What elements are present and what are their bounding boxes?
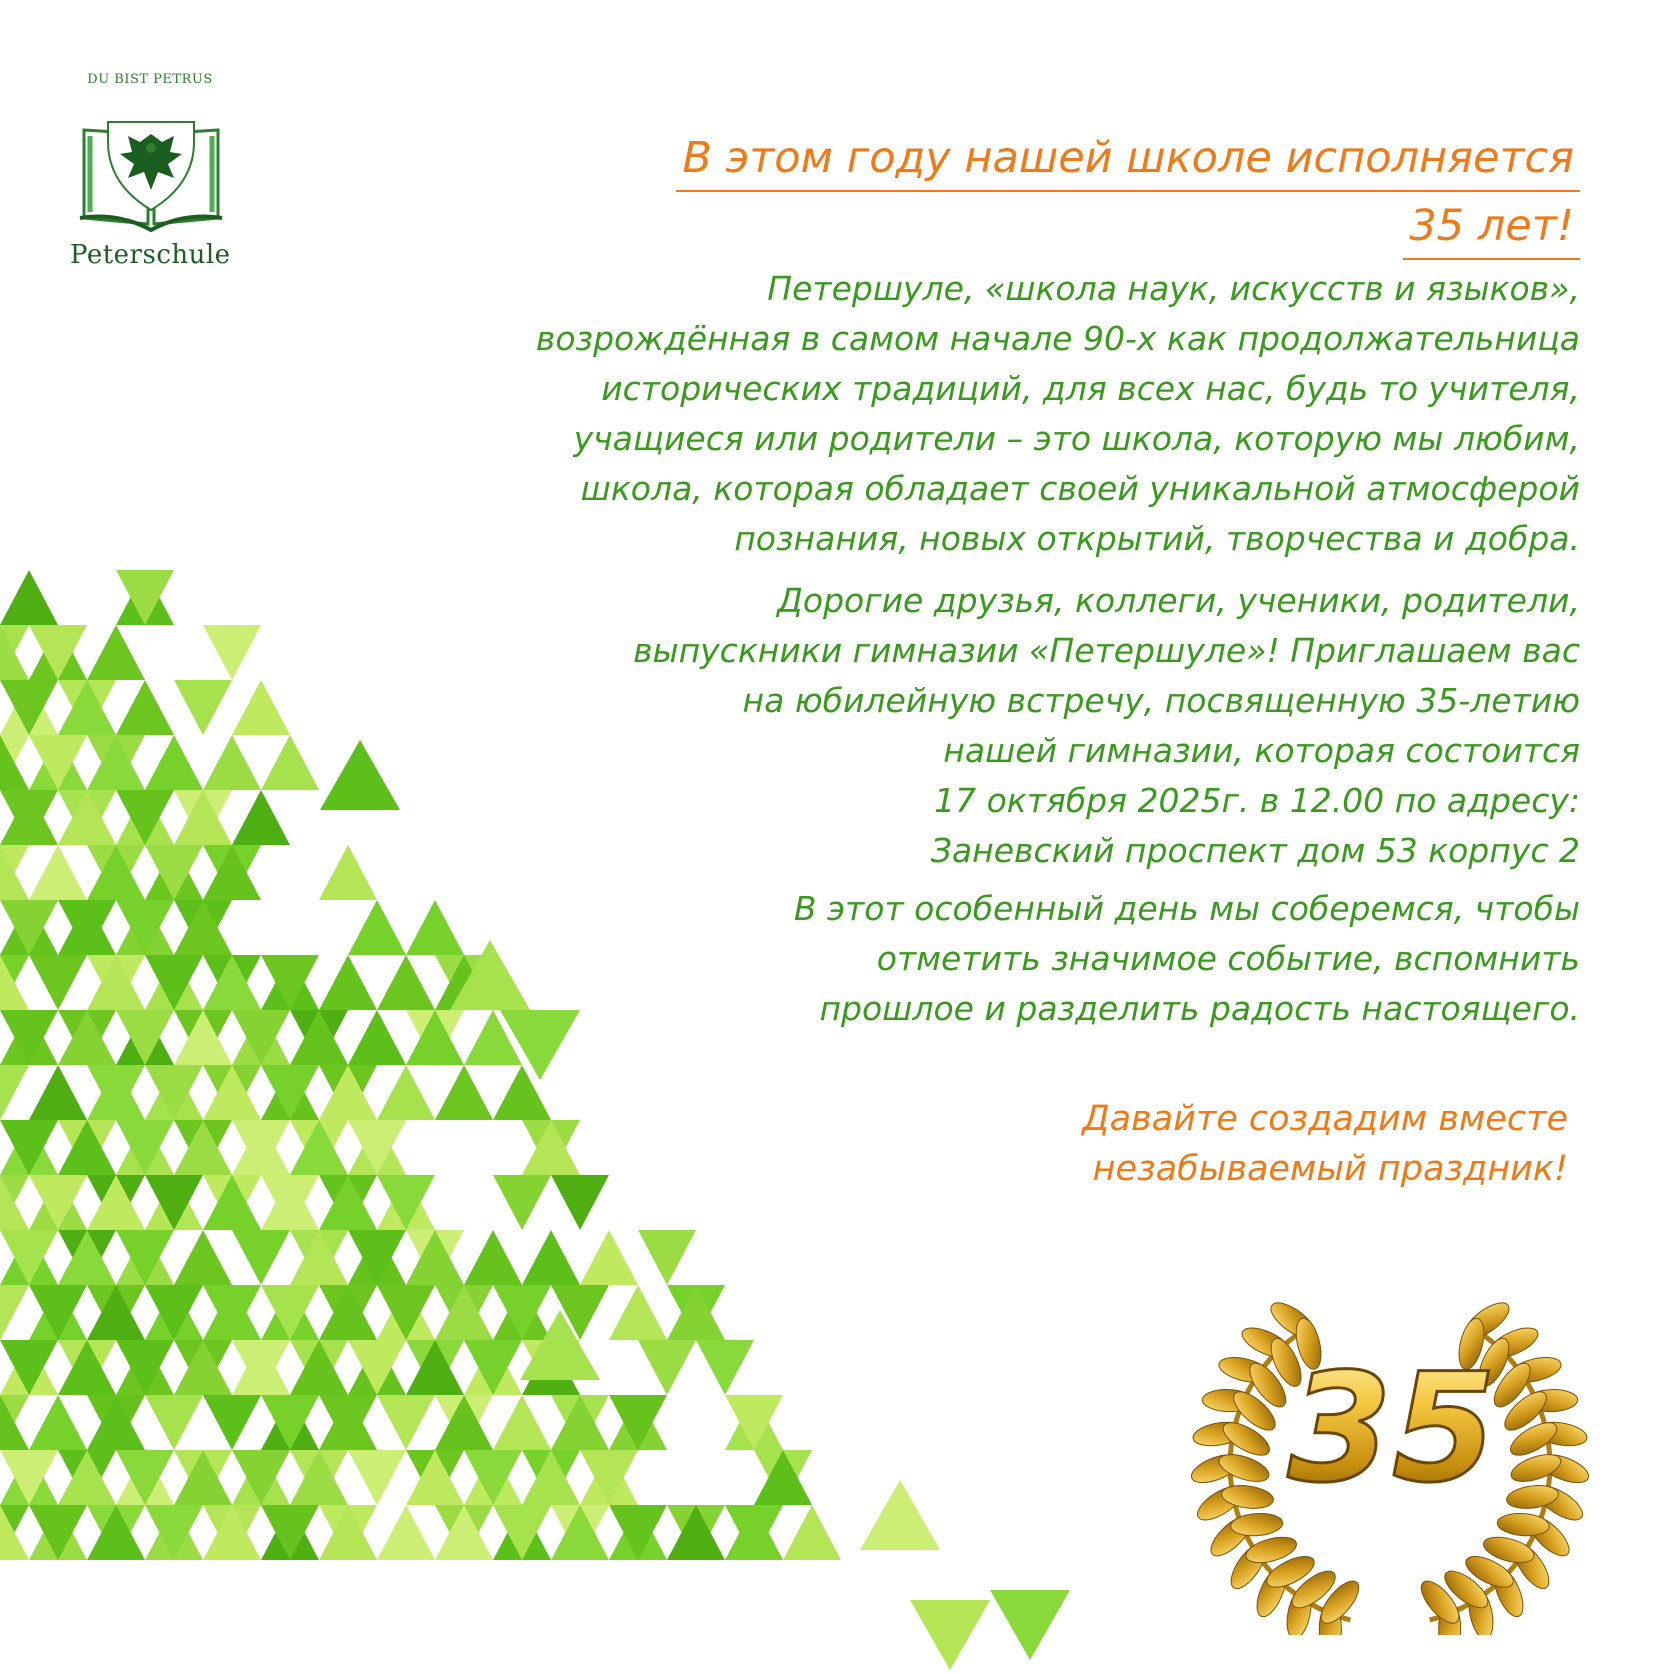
mosaic-triangle	[0, 1285, 29, 1340]
mosaic-triangle	[203, 625, 261, 680]
mosaic-triangle	[435, 1065, 493, 1120]
mosaic-triangle	[696, 1340, 754, 1395]
mosaic-triangle	[348, 1450, 406, 1505]
mosaic-triangle	[464, 1230, 522, 1285]
mosaic-triangle	[232, 1230, 290, 1285]
text-line: познания, новых открытий, творчества и добра.	[734, 519, 1580, 558]
headline	[676, 130, 1580, 260]
mosaic-triangle	[377, 955, 435, 1010]
mosaic-triangle	[232, 680, 290, 735]
text-line: учащиеся или родители – это школа, которую мы любим,	[573, 419, 1580, 458]
event-date-line: 17 октября 2025г. в 12.00 по адресу:	[934, 781, 1580, 820]
mosaic-triangle	[29, 955, 87, 1010]
event-address-line: Заневский проспект дом 53 корпус 2	[930, 831, 1580, 870]
mosaic-triangle	[493, 1395, 551, 1450]
headline-line-1: В этом году нашей школе исполняется	[676, 130, 1580, 192]
mosaic-triangle	[551, 1175, 609, 1230]
mosaic-triangle	[145, 1395, 203, 1450]
anniversary-badge	[1180, 1265, 1600, 1635]
mosaic-triangle	[783, 1505, 841, 1560]
text-line: исторических традиций, для всех нас, будь то учителя,	[601, 369, 1580, 408]
mosaic-triangle	[638, 1340, 696, 1395]
eagle-book-crest-icon	[78, 112, 224, 232]
mosaic-triangle	[232, 790, 290, 845]
mosaic-triangle	[910, 1600, 990, 1670]
mosaic-triangle	[348, 1010, 406, 1065]
mosaic-triangle	[203, 735, 261, 790]
mosaic-triangle	[319, 955, 377, 1010]
closing-line-2: незабываемый праздник!	[1092, 1149, 1568, 1189]
mosaic-triangle	[377, 1505, 435, 1560]
text-line: выпускники гимназии «Петершуле»! Приглашаем вас	[633, 631, 1580, 670]
mosaic-triangle	[522, 1230, 580, 1285]
mosaic-triangle	[261, 735, 319, 790]
badge-number: 35	[1287, 1342, 1497, 1516]
text-line: прошлое и разделить радость настоящего.	[819, 989, 1580, 1028]
mosaic-triangle	[174, 680, 232, 735]
mosaic-triangle	[580, 1230, 638, 1285]
mosaic-triangle	[145, 735, 203, 790]
text-line: В этот особенный день мы соберемся, чтобы	[793, 889, 1580, 928]
text-line: на юбилейную встречу, посвященную 35-летию	[742, 681, 1580, 720]
closing-line-1: Давайте создадим вместе	[1082, 1099, 1568, 1139]
closing-call	[1082, 1094, 1568, 1194]
mosaic-triangle	[0, 1065, 29, 1120]
mosaic-triangle	[609, 1285, 667, 1340]
mosaic-triangle	[377, 1065, 435, 1120]
text-line: Петершуле, «школа наук, искусств и языков»,	[767, 269, 1580, 308]
text-line: Дорогие друзья, коллеги, ученики, родители,	[777, 581, 1580, 620]
text-line: возрождённая в самом начале 90-х как продолжательница	[535, 319, 1580, 358]
mosaic-triangle	[0, 570, 58, 625]
text-line: школа, которая обладает своей уникальной атмосферой	[580, 469, 1580, 508]
mosaic-triangle	[174, 1230, 232, 1285]
mosaic-triangle	[406, 900, 464, 955]
mosaic-triangle	[320, 740, 400, 810]
mosaic-triangle	[500, 1010, 580, 1080]
mosaic-triangle	[377, 1395, 435, 1450]
mosaic-triangle	[203, 1395, 261, 1450]
logo-motto: DU BIST PETRUS	[87, 72, 213, 87]
school-logo	[70, 72, 230, 282]
text-line: отметить значимое событие, вспомнить	[876, 939, 1580, 978]
celebration-paragraph	[794, 884, 1580, 1034]
mosaic-triangle	[29, 1065, 87, 1120]
mosaic-triangle	[29, 1395, 87, 1450]
mosaic-triangle	[348, 900, 406, 955]
mosaic-triangle	[87, 625, 145, 680]
mosaic-triangle	[493, 1175, 551, 1230]
invitation-paragraph	[633, 576, 1580, 876]
mosaic-triangle	[116, 680, 174, 735]
text-line: нашей гимназии, которая состоится	[943, 731, 1580, 770]
mosaic-triangle	[319, 845, 377, 900]
mosaic-triangle	[638, 1230, 696, 1285]
headline-line-2: 35 лет!	[1403, 198, 1580, 260]
mosaic-triangle	[29, 845, 87, 900]
mosaic-triangle	[990, 1590, 1070, 1660]
intro-paragraph	[536, 264, 1580, 564]
mosaic-triangle	[860, 1480, 940, 1550]
logo-name: Peterschule	[70, 240, 231, 270]
